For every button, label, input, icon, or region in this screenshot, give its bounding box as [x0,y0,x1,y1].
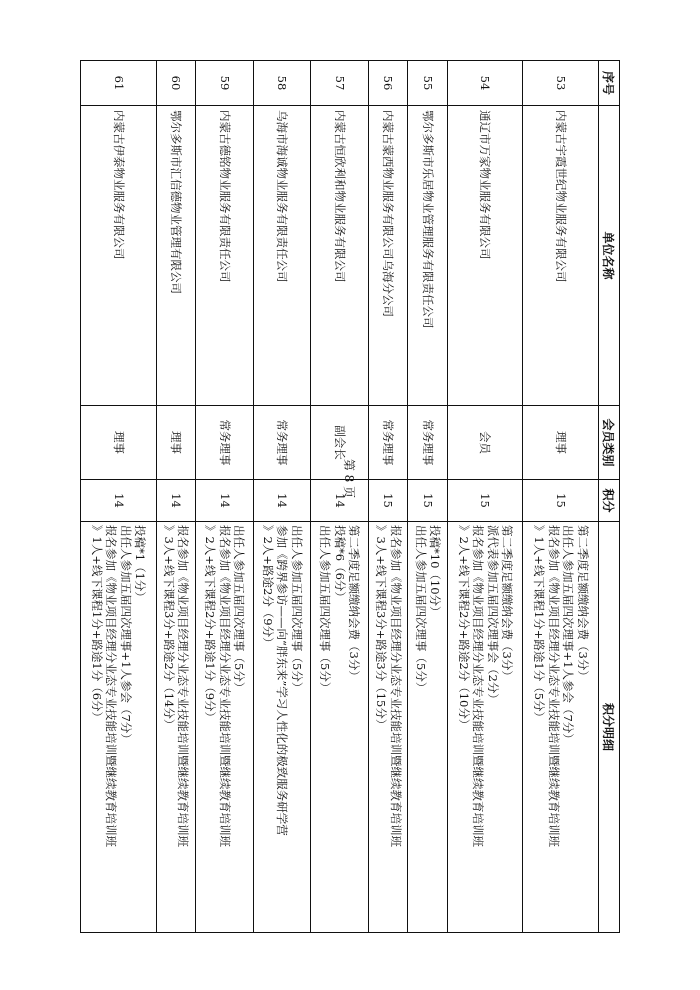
company-name: 内蒙古德铭物业服务有限责任公司 [196,106,254,406]
member-category: 常务理事 [368,406,408,480]
company-name: 内蒙古蒙西物业服务有限公司乌海分公司 [368,106,408,406]
detail-line: 出任人参加五届四次理事（5分） [413,525,428,694]
detail-line: 第二季度足额缴纳会费（3分） [347,525,362,682]
detail-line: 报名参加《物业项目经理分业态专业技能培训暨继续教育培训班 [546,525,561,847]
detail-line: 出任人参加五届四次理事（5分） [318,525,333,694]
detail-line: 报名参加《物业项目经理分业态专业技能培训暨继续教育培训班 [388,525,403,847]
detail-line: 》2人+线下课程2分+路途2分（10分） [456,525,471,731]
company-name: 鄂尔多斯市乐居物业管理服务有限责任公司 [408,106,448,406]
detail-line: 投稿*6（6分） [332,525,347,603]
points-details [368,522,408,933]
header-points: 积分 [599,480,620,522]
company-name: 内蒙古恒欣利和物业服务有限公司 [311,106,369,406]
header-index: 序号 [599,61,620,106]
detail-line: 投稿*1（1分） [133,525,148,603]
member-category: 常务理事 [408,406,448,480]
header-details: 积分明细 [599,522,620,933]
table-row [81,61,157,933]
detail-line: 报名参加《物业项目经理分业态专业技能培训暨继续教育培训班 [471,525,486,847]
member-category: 常务理事 [196,406,254,480]
company-name: 鄂尔多斯市汇信德物业管理有限公司 [156,106,196,406]
member-category: 理事 [81,406,157,480]
detail-line: 出任人参加五届四次理事+1人参会（7分） [118,525,133,745]
detail-line: 第二季度足额缴纳会费（3分） [575,525,590,682]
table-row [253,61,311,933]
detail-line: 》3人+线下课程3分+路途2分（14分） [161,525,176,731]
points-details [523,522,599,933]
row-index: 59 [196,61,254,106]
detail-line: 报名参加《物业项目经理分业态专业技能培训暨继续教育培训班 [176,525,191,847]
table-row [311,61,369,933]
detail-line: 第二季度足额缴纳会费（3分） [500,525,515,682]
points-details [311,522,369,933]
row-index: 57 [311,61,369,106]
row-index: 55 [408,61,448,106]
company-name: 乌海市海诚物业服务有限责任公司 [253,106,311,406]
table-header-row [599,61,620,933]
detail-line: 》2人+线下课程2分+路途1分（9分） [203,525,218,724]
detail-line: 》1人+线下课程1分+路途1分（6分） [89,525,104,724]
points-details [448,522,524,933]
page-number: 第 8 页 [342,458,357,499]
detail-line: 出任人参加五届四次理事+1人参会（7分） [561,525,576,745]
member-category: 会员 [448,406,524,480]
row-index: 58 [253,61,311,106]
table-row [196,61,254,933]
row-index: 56 [368,61,408,106]
detail-line: 》3人+线下课程3分+路途3分（15分） [374,525,389,731]
table-body [81,61,599,933]
points-value: 14 [81,480,157,522]
points-value: 14 [253,480,311,522]
table-row [523,61,599,933]
points-value: 14 [311,480,369,522]
detail-line: 参加《跨界参访——向“胖东来”学习人性化的极致服务研学营 [275,525,290,836]
detail-line: 出任人参加五届四次理事（5分） [289,525,304,694]
member-category: 常务理事 [253,406,311,480]
company-name: 通辽市万家物业服务有限公司 [448,106,524,406]
detail-line: 》1人+线下课程1分+路途1分（5分） [532,525,547,724]
points-details [81,522,157,933]
points-value: 15 [448,480,524,522]
detail-line: 出任人参加五届四次理事（5分） [232,525,247,694]
member-category: 副会长 [311,406,369,480]
detail-line: 报名参加《物业项目经理分业态专业技能培训暨继续教育培训班 [104,525,119,847]
points-details [196,522,254,933]
points-value: 14 [196,480,254,522]
table-row [368,61,408,933]
table-row [156,61,196,933]
company-name: 内蒙古伊泰物业服务有限公司 [81,106,157,406]
row-index: 54 [448,61,524,106]
table-row [448,61,524,933]
row-index: 60 [156,61,196,106]
row-index: 61 [81,61,157,106]
header-category: 会员类别 [599,406,620,480]
points-value: 15 [368,480,408,522]
detail-line: 报名参加《物业项目经理分业态专业技能培训暨继续教育培训班 [217,525,232,847]
points-details [253,522,311,933]
table-row [408,61,448,933]
member-category: 理事 [523,406,599,480]
detail-line: 投稿*10（10分） [428,525,443,618]
company-name: 内蒙古宇霞世纪物业服务有限公司 [523,106,599,406]
header-name: 单位名称 [599,106,620,406]
points-details [156,522,196,933]
points-value: 15 [408,480,448,522]
member-category: 理事 [156,406,196,480]
points-value: 15 [523,480,599,522]
detail-line: 》2人+路途2分（9分） [260,525,275,649]
detail-line: 派代表参加五届四次理事会（2分） [485,525,500,705]
points-details [408,522,448,933]
row-index: 53 [523,61,599,106]
points-value: 14 [156,480,196,522]
